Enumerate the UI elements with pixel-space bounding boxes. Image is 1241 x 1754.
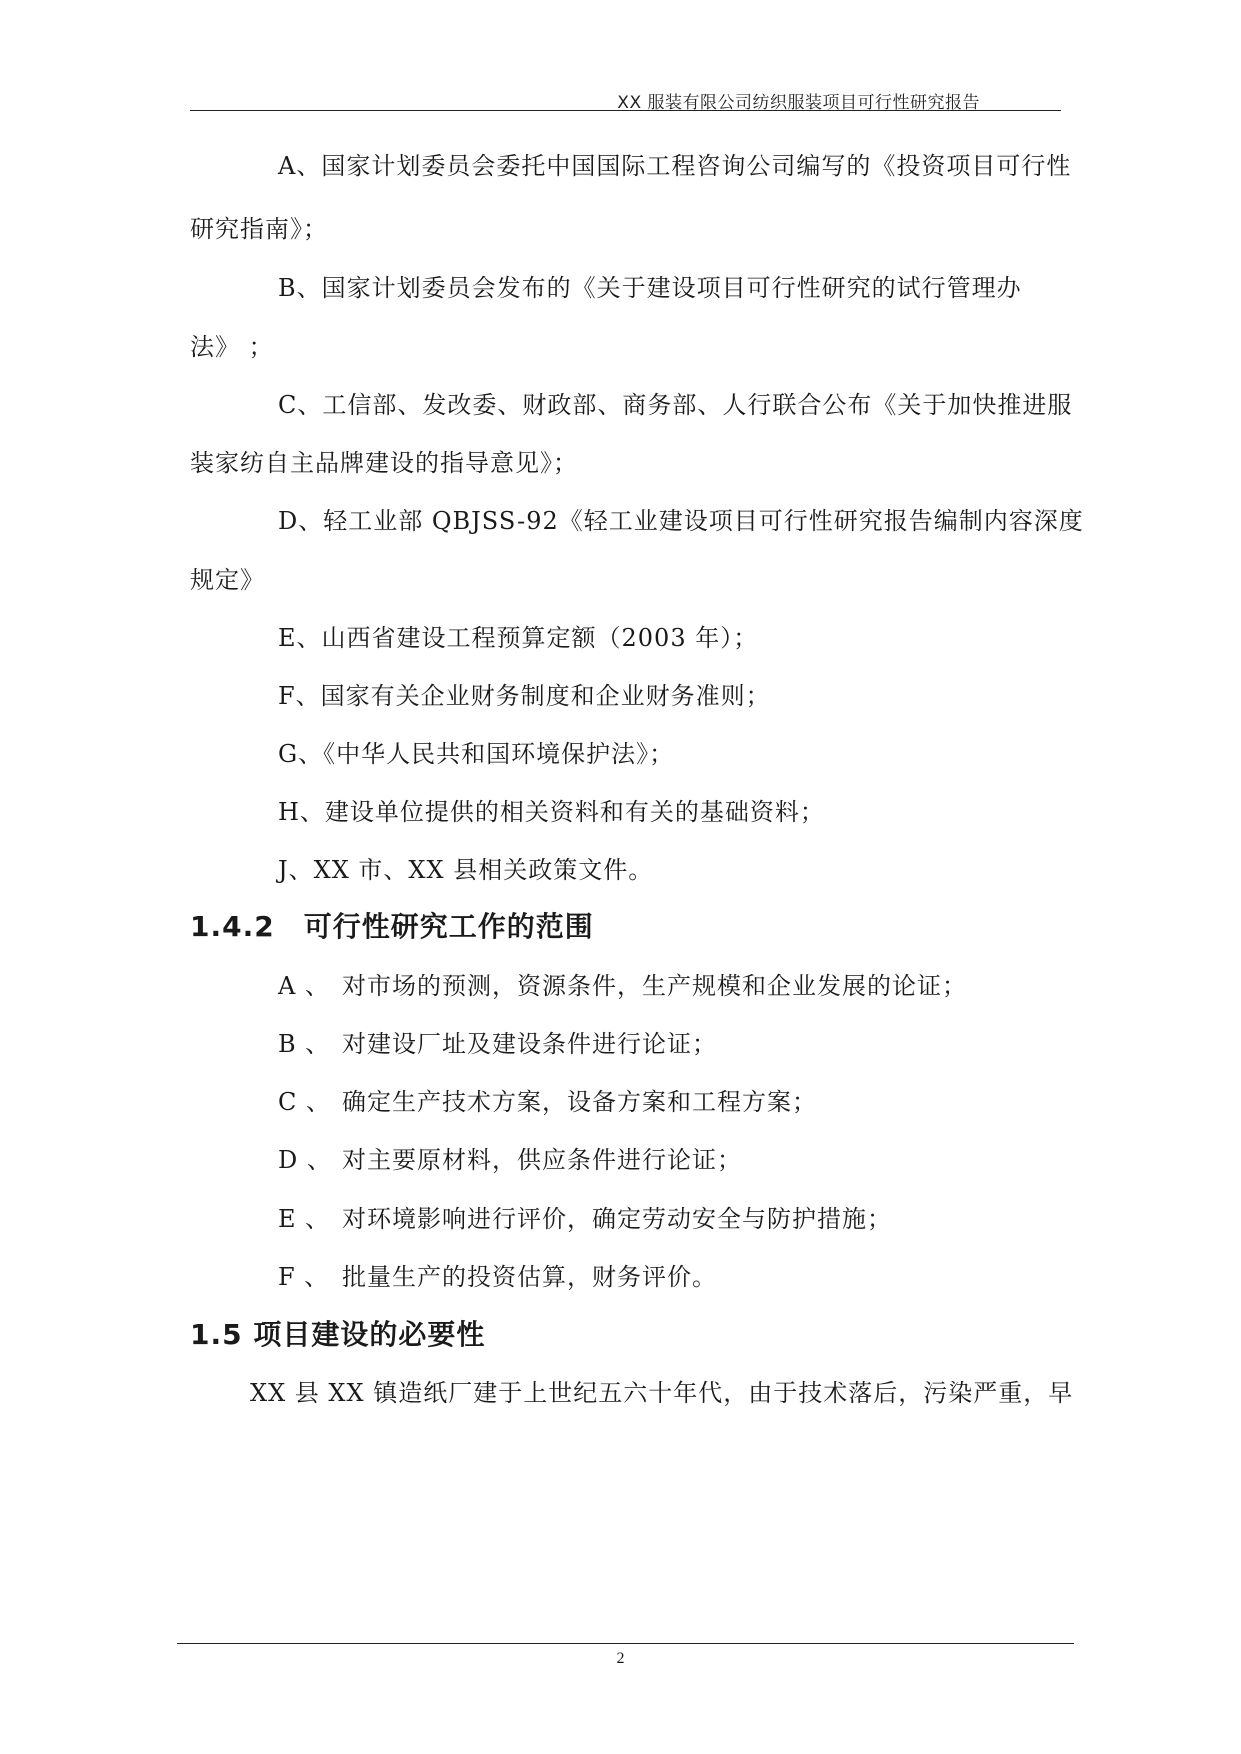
- basis-item-c: C、工信部、发改委、财政部、商务部、人行联合公布《关于加快推进服: [278, 391, 1073, 419]
- header-rule: [190, 110, 1061, 111]
- necessity-paragraph: XX 县 XX 镇造纸厂建于上世纪五六十年代，由于技术落后，污染严重，早: [250, 1379, 1074, 1407]
- scope-item-tag: D 、: [278, 1146, 332, 1174]
- basis-item-a-cont: 研究指南》；: [190, 215, 328, 243]
- scope-item-tag: A 、: [278, 972, 330, 1000]
- basis-item-f: F、国家有关企业财务制度和企业财务准则；: [278, 682, 771, 710]
- scope-item-d: [278, 1140, 742, 1175]
- basis-item-g: G、《中华人民共和国环境保护法》；: [278, 740, 675, 768]
- scope-item-e: [278, 1199, 892, 1234]
- page-number: 2: [616, 1650, 625, 1667]
- basis-item-h: H、建设单位提供的相关资料和有关的基础资料；: [278, 798, 825, 826]
- scope-item-tag: E 、: [278, 1205, 331, 1233]
- scope-item-text: 确定生产技术方案，设备方案和工程方案；: [342, 1088, 817, 1116]
- scope-item-tag: C 、: [278, 1088, 331, 1116]
- basis-item-b: B、国家计划委员会发布的《关于建设项目可行性研究的试行管理办: [278, 274, 1022, 302]
- scope-item-f: [278, 1257, 717, 1292]
- scope-item-text: 对市场的预测，资源条件，生产规模和企业发展的论证；: [342, 972, 967, 1000]
- scope-item-tag: B 、: [278, 1030, 331, 1058]
- basis-item-d-cont: 规定》: [190, 566, 265, 594]
- basis-item-e: E、山西省建设工程预算定额（2003 年）；: [278, 624, 759, 652]
- section-heading-1-5: 1.5 项目建设的必要性: [190, 1318, 486, 1351]
- scope-item-a: [278, 966, 967, 1001]
- footer-rule: [177, 1643, 1074, 1644]
- section-heading-1-4-2: 1.4.2 可行性研究工作的范围: [190, 910, 594, 943]
- basis-item-j: J、XX 市、XX 县相关政策文件。: [278, 856, 654, 884]
- scope-item-text: 批量生产的投资估算，财务评价。: [342, 1263, 717, 1291]
- basis-item-b-cont: 法》 ；: [190, 333, 274, 361]
- scope-item-text: 对建设厂址及建设条件进行论证；: [342, 1030, 717, 1058]
- header-title: XX 服装有限公司纺织服装项目可行性研究报告: [617, 93, 980, 113]
- scope-item-text: 对环境影响进行评价，确定劳动安全与防护措施；: [342, 1205, 892, 1233]
- basis-item-d: D、轻工业部 QBJSS-92《轻工业建设项目可行性研究报告编制内容深度: [278, 507, 1084, 535]
- scope-item-text: 对主要原材料，供应条件进行论证；: [342, 1146, 742, 1174]
- scope-item-b: [278, 1024, 717, 1059]
- scope-item-tag: F 、: [278, 1263, 330, 1291]
- basis-item-c-cont: 装家纺自主品牌建设的指导意见》；: [190, 449, 578, 477]
- scope-item-c: [278, 1082, 817, 1117]
- basis-item-a: A、国家计划委员会委托中国国际工程咨询公司编写的《投资项目可行性: [278, 152, 1072, 180]
